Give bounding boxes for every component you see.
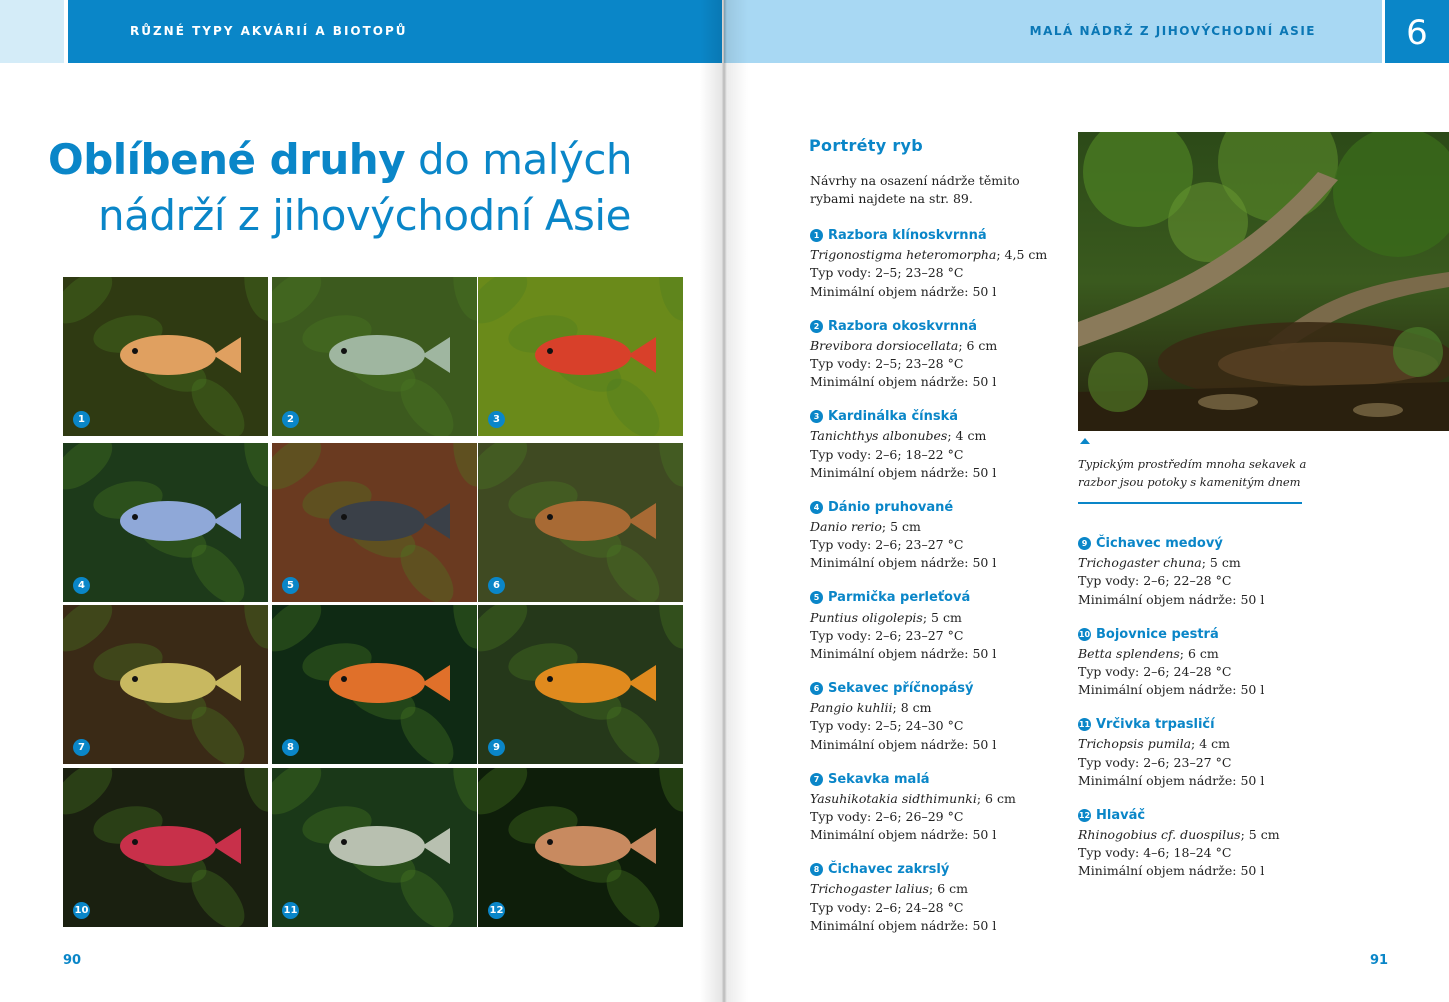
water-type: Typ vody: 2–6; 24–28 °C [1078,664,1232,679]
fish-latin-name: Yasuhikotakia sidthimunki [810,790,977,806]
fish-name-text: Razbora klínoskvrnná [828,228,987,243]
fish-photo [478,768,683,927]
photo-number-badge: 1 [73,411,90,428]
fish-size: ; 5 cm [1240,827,1280,842]
fish-size: ; 4 cm [1191,736,1231,752]
fish-name [810,227,1070,245]
fish-photo [272,605,477,764]
entry-number-badge: 9 [1078,537,1091,550]
fish-name [1078,807,1338,825]
fish-name-text: Hlaváč [1096,807,1146,823]
photo-number-badge: 5 [282,577,299,594]
running-header-text: MALÁ NÁDRŽ Z JIHOVÝCHODNÍ ASIE [1029,24,1316,38]
fish-name-text: Vrčivka trpasličí [1096,717,1215,733]
fish-name [1078,626,1338,644]
fish-name [1078,535,1338,553]
fish-entry [1078,626,1338,700]
fish-name-text: Čichavec medový [1096,536,1223,551]
fish-entry [1078,535,1338,609]
fish-name-text: Bojovnice pestrá [1096,626,1219,642]
fish-name [810,861,1070,879]
fish-latin-name: Trichopsis pumila [1078,736,1192,752]
running-header-left [68,0,722,63]
fish-photo-image [63,443,268,602]
photo-number-badge: 12 [488,902,505,919]
entry-number-badge: 7 [810,773,823,786]
fish-photo-image [478,605,683,764]
fish-latin-name: Danio rerio [810,519,882,534]
photo-number-badge: 2 [282,411,299,428]
photo-number-badge: 9 [488,739,505,756]
fish-photo-image [63,768,268,927]
left-page [0,0,722,1002]
title-line2: nádrží z jihovýchodní Asie [98,191,631,240]
water-type: Typ vody: 2–6; 23–27 °C [810,627,964,643]
fish-size: ; 6 cm [1179,645,1219,661]
stream-photo-image [1078,132,1449,431]
fish-photo [272,768,477,927]
fish-latin-line [810,518,1070,536]
fish-photo-image [272,768,477,927]
fish-name [810,680,1070,698]
fish-entry [810,680,1070,754]
water-type: Typ vody: 2–5; 24–30 °C [810,718,964,734]
fish-latin-name: Puntius oligolepis [810,609,923,625]
fish-name-text: Čichavec zakrslý [828,862,950,878]
right-page [724,0,1449,1002]
fish-photo-image [63,277,268,436]
fish-entry [1078,807,1338,881]
photo-number-badge: 8 [282,739,299,756]
fish-latin-name: Tanichthys albonubes [810,428,948,444]
min-volume: Minimální objem nádrže: 50 l [810,374,997,390]
fish-entry [810,318,1070,392]
fish-latin-line [810,609,1070,627]
page-number-right: 91 [1370,953,1389,968]
fish-photo [63,277,268,436]
fish-photo [63,443,268,602]
fish-name [810,771,1070,789]
entry-number-badge: 1 [810,229,823,242]
page-number-left: 90 [63,953,82,968]
fish-photo-image [478,277,683,436]
fish-latin-name: Brevibora dorsiocellata [810,337,959,353]
entry-number-badge: 2 [810,320,823,333]
fish-size: ; 4 cm [947,428,987,444]
photo-number-badge: 6 [488,577,505,594]
fish-name-text: Razbora okoskvrnná [828,318,978,334]
fish-entry [810,499,1070,573]
fish-name-text: Sekavec příčnopásý [828,681,974,696]
fish-name [810,318,1070,336]
photo-number-badge: 10 [73,902,90,919]
fish-latin-line [810,427,1070,445]
fish-entry [810,589,1070,663]
caption-divider [1078,502,1302,504]
fish-size: ; 5 cm [922,609,962,625]
fish-size: ; 6 cm [929,881,969,897]
fish-name [810,589,1070,607]
photo-number-badge: 4 [73,577,90,594]
fish-entry [1078,716,1338,790]
fish-size: ; 5 cm [1201,555,1241,571]
stream-photo [1078,132,1449,431]
fish-photo-image [478,443,683,602]
fish-photo [63,768,268,927]
fish-latin-line [1078,554,1338,572]
min-volume: Minimální objem nádrže: 50 l [810,736,997,752]
entry-number-badge: 4 [810,501,823,514]
title-bold: Oblíbené druhy [48,135,406,184]
entry-number-badge: 11 [1078,720,1091,730]
fish-latin-name: Betta splendens [1078,645,1180,661]
min-volume: Minimální objem nádrže: 50 l [810,827,997,843]
fish-photo [63,605,268,764]
water-type: Typ vody: 2–6; 24–28 °C [810,899,964,915]
water-type: Typ vody: 2–5; 23–28 °C [810,356,964,371]
min-volume: Minimální objem nádrže: 50 l [810,646,997,661]
fish-latin-line [1078,826,1338,844]
min-volume: Minimální objem nádrže: 50 l [810,283,997,299]
fish-latin-name: Trigonostigma heteromorpha [810,247,997,263]
fish-name [810,499,1070,517]
fish-latin-name: Trichogaster lalius [810,881,930,897]
header-accent [0,0,64,63]
fish-size: ; 5 cm [881,519,921,534]
fish-photo-image [63,605,268,764]
fish-name-text: Sekavka malá [828,771,930,787]
photo-number-badge: 11 [282,902,299,919]
min-volume: Minimální objem nádrže: 50 l [1078,591,1265,607]
fish-size: ; 4,5 cm [996,247,1048,263]
caption-marker-icon [1080,438,1090,444]
title-rest: do malých [417,135,633,184]
fish-photo [272,443,477,602]
water-type: Typ vody: 2–5; 23–28 °C [810,265,964,281]
fish-photo-image [272,443,477,602]
fish-latin-name: Pangio kuhlii [810,700,893,716]
fish-name-text: Kardinálka čínská [828,409,959,425]
water-type: Typ vody: 2–6; 23–27 °C [810,537,964,553]
fish-photo-image [478,768,683,927]
fish-latin-line [810,880,1070,898]
fish-photo-image [272,277,477,436]
fish-latin-line [1078,645,1338,663]
fish-size: ; 6 cm [976,790,1016,806]
entry-number-badge: 6 [810,682,823,695]
entry-number-badge: 10 [1078,629,1091,639]
fish-photo-image [272,605,477,764]
water-type: Typ vody: 4–6; 18–24 °C [1078,845,1232,861]
fish-entry [810,227,1070,301]
fish-name [810,408,1070,426]
fish-photo [478,443,683,602]
fish-latin-line [810,337,1070,355]
fish-photo [272,277,477,436]
fish-latin-name: Rhinogobius cf. duospilus [1078,827,1241,842]
fish-size: ; 8 cm [892,700,932,716]
fish-photo [478,605,683,764]
fish-latin-name: Trichogaster chuna [1078,555,1202,571]
fish-size: ; 6 cm [958,337,998,353]
entry-number-badge: 8 [810,863,823,876]
water-type: Typ vody: 2–6; 23–27 °C [1078,754,1232,770]
running-header-right [724,0,1382,63]
intro-text: Návrhy na osazení nádrže těmito rybami najdete na str. 89. [810,173,1020,206]
fish-latin-line [810,790,1070,808]
fish-latin-line [1078,735,1338,753]
photo-number-badge: 3 [488,411,505,428]
water-type: Typ vody: 2–6; 26–29 °C [810,809,964,824]
fish-photo [478,277,683,436]
photo-caption: Typickým prostředím mnoha sekavek a razbor jsou potoky s kamenitým dnem [1078,457,1307,489]
min-volume: Minimální objem nádrže: 50 l [810,917,997,933]
min-volume: Minimální objem nádrže: 50 l [1078,772,1265,788]
fish-entry [810,408,1070,482]
running-header-text: RŮZNÉ TYPY AKVÁRIÍ A BIOTOPŮ [130,24,408,38]
fish-name-text: Dánio pruhované [828,499,954,515]
section-title: Portréty ryb [809,136,924,155]
entry-number-badge: 3 [810,410,823,423]
fish-name-text: Parmička perleťová [828,590,971,606]
photo-number-badge: 7 [73,739,90,756]
fish-entry [810,861,1070,935]
water-type: Typ vody: 2–6; 22–28 °C [1078,573,1232,589]
page-title [48,132,632,244]
min-volume: Minimální objem nádrže: 50 l [810,464,997,480]
fish-name [1078,716,1338,734]
chapter-number: 6 [1385,0,1449,63]
min-volume: Minimální objem nádrže: 50 l [1078,863,1265,879]
fish-latin-line [810,246,1070,264]
fish-latin-line [810,699,1070,717]
fish-entry [810,771,1070,845]
min-volume: Minimální objem nádrže: 50 l [810,555,997,571]
min-volume: Minimální objem nádrže: 50 l [1078,682,1265,698]
water-type: Typ vody: 2–6; 18–22 °C [810,446,964,462]
entry-number-badge: 12 [1078,810,1091,820]
entry-number-badge: 5 [810,591,823,604]
